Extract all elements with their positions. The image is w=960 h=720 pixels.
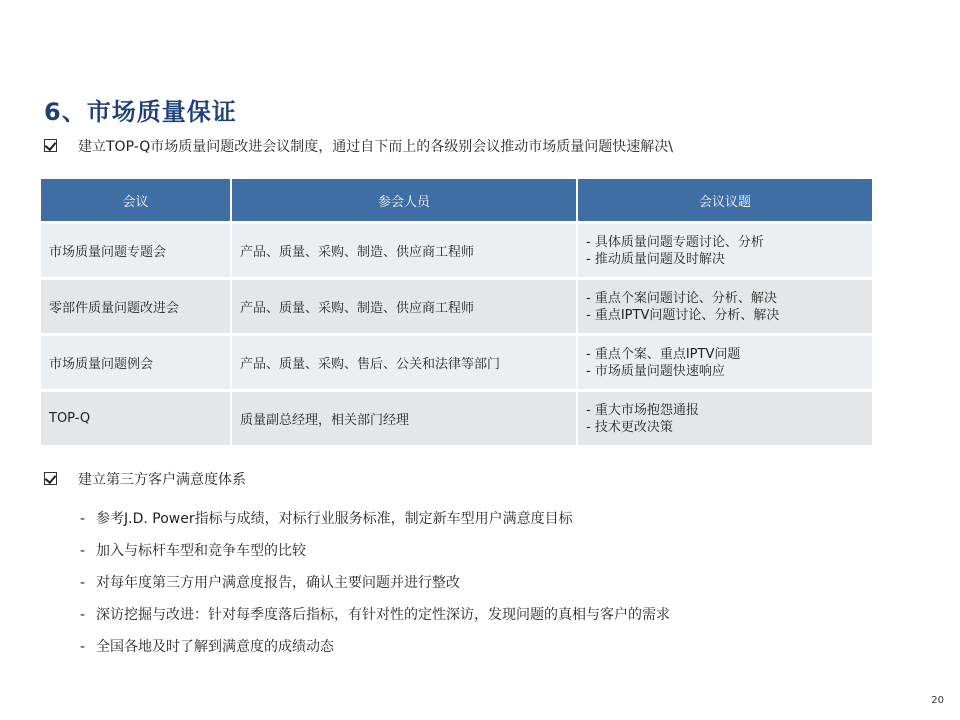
table-cell-topics [577, 335, 872, 391]
dash-bullet-icon: - [80, 543, 86, 559]
table-row [41, 223, 872, 279]
table-cell-meeting: 市场质量问题专题会 [41, 223, 231, 279]
table-cell-attendees: 产品、质量、采购、制造、供应商工程师 [231, 279, 577, 335]
table-cell-topics [577, 223, 872, 279]
list-item [80, 542, 670, 574]
dash-bullet-icon: - [80, 575, 86, 591]
table-header-topics: 会议议题 [577, 179, 872, 223]
list-item-text: 对每年度第三方用户满意度报告，确认主要问题并进行整改 [96, 575, 460, 591]
list-item-text: 全国各地及时了解到满意度的成绩动态 [96, 639, 334, 655]
list-item-text: 深访挖掘与改进：针对每季度落后指标，有针对性的定性深访，发现问题的真相与客户的需求 [96, 607, 670, 623]
topic-line: - 推动质量问题及时解决 [586, 251, 725, 267]
table-row [41, 335, 872, 391]
list-item-text: 加入与标杆车型和竞争车型的比较 [96, 543, 306, 559]
page-number: 20 [931, 695, 944, 706]
list-item [80, 606, 670, 638]
dash-bullet-icon: - [80, 639, 86, 655]
table-cell-meeting: 零部件质量问题改进会 [41, 279, 231, 335]
topic-line: - 重大市场抱怨通报 [586, 402, 699, 418]
table-header-row [41, 179, 872, 223]
list-item [80, 638, 670, 670]
table-cell-meeting: 市场质量问题例会 [41, 335, 231, 391]
topic-line: - 具体质量问题专题讨论、分析 [586, 234, 764, 250]
slide-title: 6、市场质量保证 [44, 98, 237, 126]
table-cell-topics [577, 279, 872, 335]
satisfaction-bullet-list [80, 510, 670, 670]
checkbox-checked-icon [44, 139, 57, 152]
checklist-item-2-text: 建立第三方客户满意度体系 [78, 472, 246, 488]
list-item [80, 510, 670, 542]
topic-line: - 市场质量问题快速响应 [586, 363, 725, 379]
table-cell-attendees: 质量副总经理，相关部门经理 [231, 391, 577, 446]
checklist-item-1-text: 建立TOP-Q市场质量问题改进会议制度，通过自下而上的各级别会议推动市场质量问题快速解决\ [78, 139, 674, 155]
table-cell-attendees: 产品、质量、采购、制造、供应商工程师 [231, 223, 577, 279]
topic-line: - 技术更改决策 [586, 419, 673, 435]
checklist-item-2 [44, 469, 246, 489]
list-item-text: 参考J.D. Power指标与成绩，对标行业服务标准，制定新车型用户满意度目标 [96, 511, 573, 527]
meeting-table [41, 179, 872, 445]
table-cell-attendees: 产品、质量、采购、售后、公关和法律等部门 [231, 335, 577, 391]
table-row [41, 279, 872, 335]
topic-line: - 重点个案问题讨论、分析、解决 [586, 290, 777, 306]
checkbox-checked-icon [44, 472, 57, 485]
list-item [80, 574, 670, 606]
dash-bullet-icon: - [80, 607, 86, 623]
table-header-attendees: 参会人员 [231, 179, 577, 223]
topic-line: - 重点个案、重点IPTV问题 [586, 346, 741, 362]
table-row [41, 391, 872, 446]
table-header-meeting: 会议 [41, 179, 231, 223]
topic-line: - 重点IPTV问题讨论、分析、解决 [586, 307, 780, 323]
table-cell-meeting: TOP-Q [41, 391, 231, 446]
checklist-item-1 [44, 136, 673, 156]
dash-bullet-icon: - [80, 511, 86, 527]
table-cell-topics [577, 391, 872, 446]
